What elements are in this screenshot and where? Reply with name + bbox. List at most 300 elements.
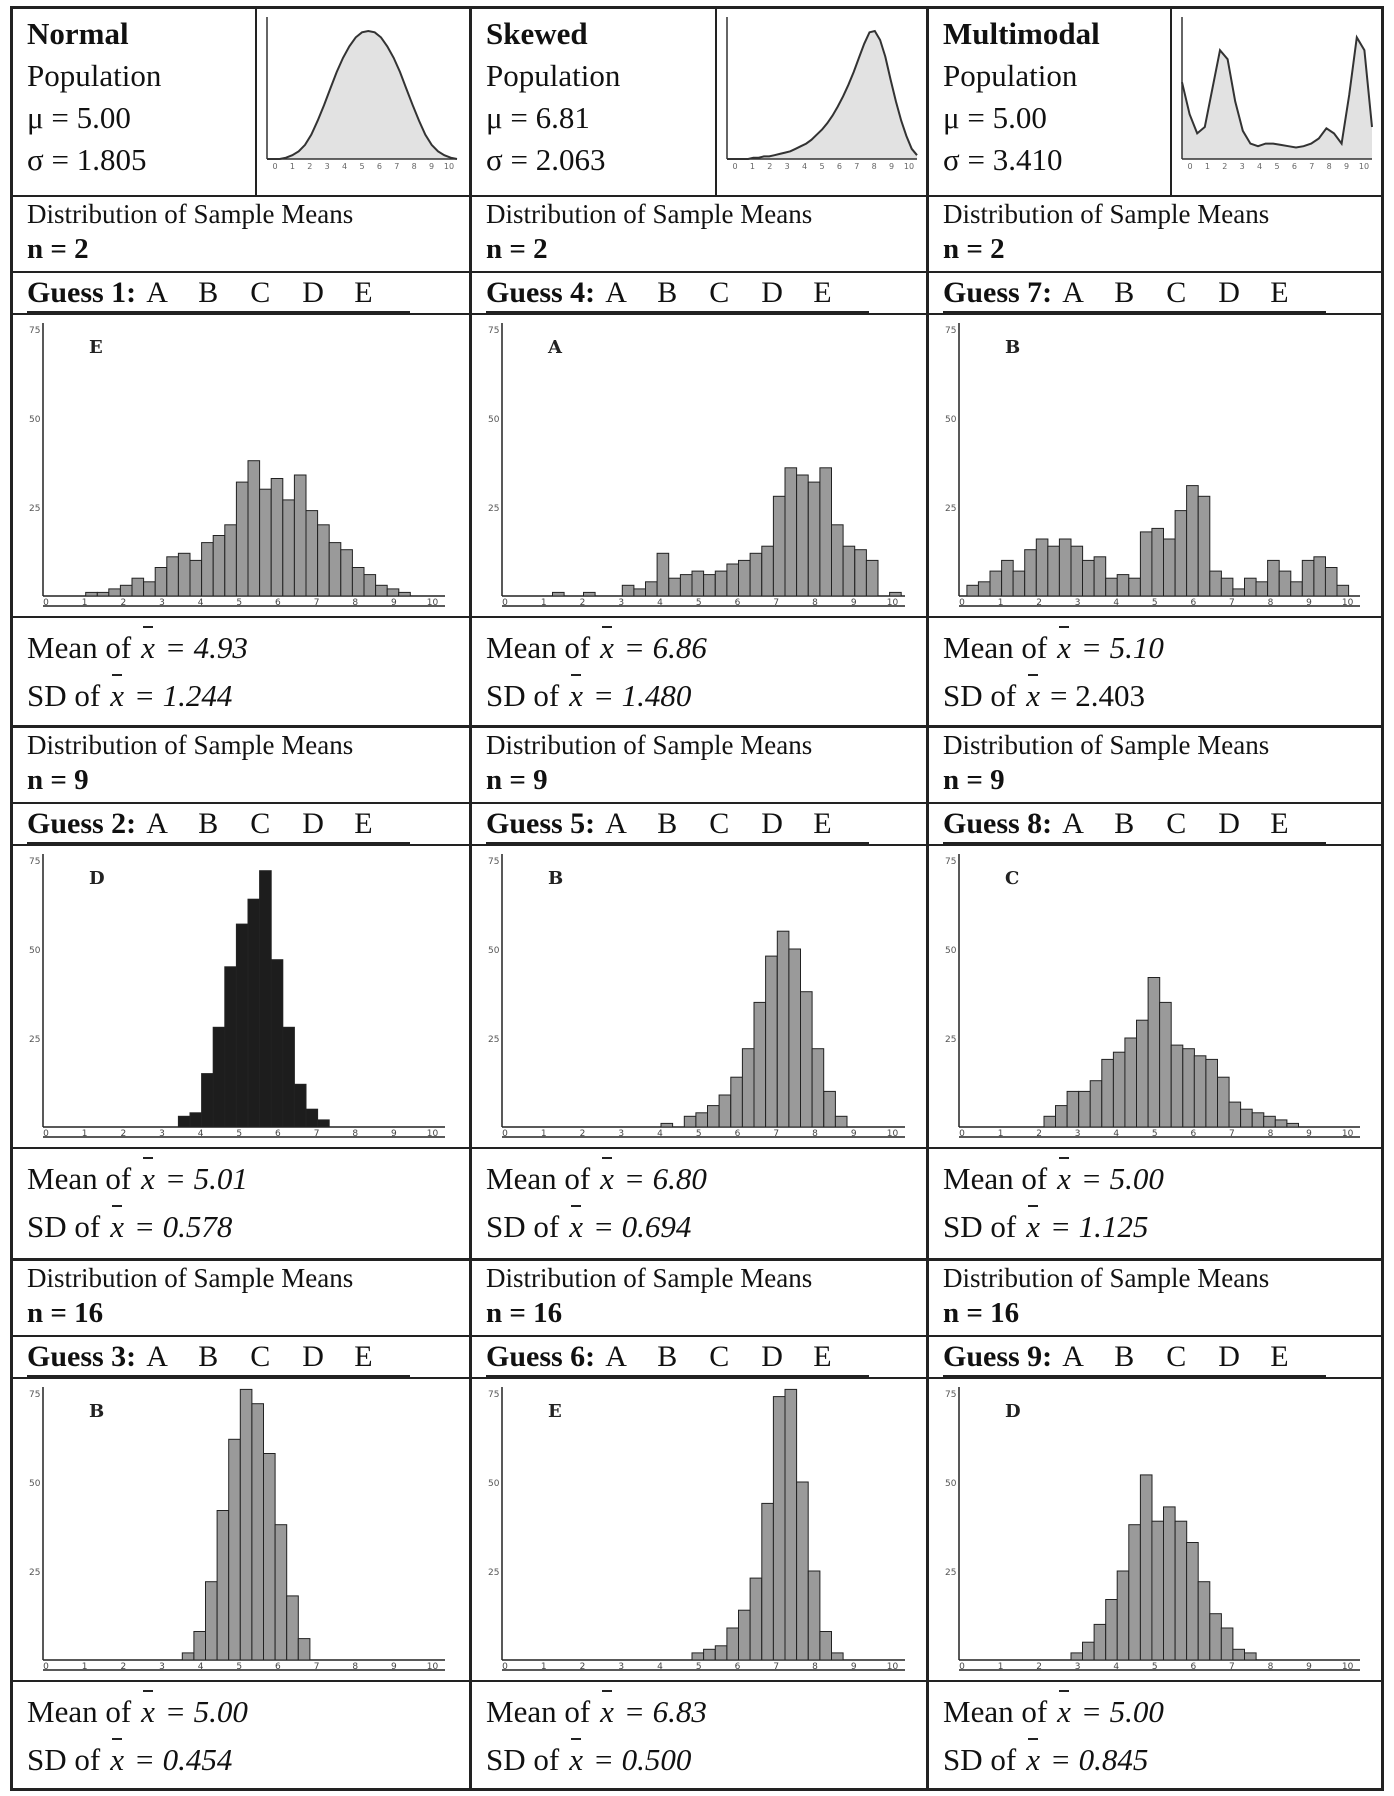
sd-label: SD of xyxy=(943,678,1017,713)
y-tick-label: 75 xyxy=(488,1390,500,1400)
stats-row xyxy=(472,1147,929,1257)
guess-label: Guess 3: xyxy=(27,1340,137,1373)
x-tick-label: 3 xyxy=(1074,1129,1081,1139)
sd-stat xyxy=(486,1740,691,1780)
histogram-bar xyxy=(1106,1600,1118,1661)
x-tick-label: 1 xyxy=(997,598,1004,608)
x-tick-label: 8 xyxy=(812,1129,818,1139)
guess-option-a[interactable]: A xyxy=(1062,1340,1084,1373)
guess-option-b[interactable]: B xyxy=(1114,807,1135,840)
population-cell xyxy=(13,9,469,197)
x-tick-label: 9 xyxy=(850,1662,857,1672)
x-tick-label: 4 xyxy=(197,1662,204,1672)
guess-label: Guess 9: xyxy=(943,1340,1053,1373)
guess-label: Guess 7: xyxy=(943,276,1053,309)
guess-option-b[interactable]: B xyxy=(198,807,219,840)
population-x-tick: 10 xyxy=(443,162,455,171)
guess-option-c[interactable]: C xyxy=(709,807,730,840)
histogram-bar xyxy=(240,1389,252,1660)
guess-option-d[interactable]: D xyxy=(302,1340,324,1373)
histogram-bar xyxy=(271,960,283,1127)
y-tick-label: 75 xyxy=(945,1390,957,1400)
x-bar-symbol: x xyxy=(1026,1207,1040,1247)
histogram-bar xyxy=(318,525,330,596)
mean-label: Mean of xyxy=(27,1694,132,1729)
mean-label: Mean of xyxy=(27,1161,132,1196)
x-tick-label: 3 xyxy=(618,1129,625,1139)
y-tick-label: 50 xyxy=(945,946,957,956)
x-tick-label: 6 xyxy=(1190,598,1197,608)
guess-option-e[interactable]: E xyxy=(813,807,832,840)
histogram-bar xyxy=(1291,582,1303,596)
histogram-bar xyxy=(1245,1653,1257,1660)
guess-option-b[interactable]: B xyxy=(198,276,219,309)
x-tick-label: 9 xyxy=(850,598,857,608)
x-bar-symbol: x xyxy=(1057,628,1071,668)
population-x-tick: 6 xyxy=(376,162,382,171)
histogram-bar xyxy=(669,578,681,596)
histogram-bar xyxy=(1067,1091,1079,1127)
histogram-bar xyxy=(708,1106,720,1127)
histogram-bar xyxy=(318,1120,330,1127)
stats-row xyxy=(472,616,929,726)
guess-option-d[interactable]: D xyxy=(761,1340,783,1373)
histogram-bar xyxy=(213,1027,225,1127)
y-tick-label: 25 xyxy=(945,1568,957,1578)
guess-option-c[interactable]: C xyxy=(709,276,730,309)
x-tick-label: 7 xyxy=(773,1662,780,1672)
x-tick-label: 10 xyxy=(426,598,439,608)
sample-block xyxy=(13,726,469,1257)
histogram-bar xyxy=(1187,1543,1199,1661)
histogram-bar xyxy=(789,949,801,1127)
x-bar-symbol: x xyxy=(1026,1740,1040,1780)
histogram-bar xyxy=(1171,1045,1183,1127)
histogram-bar xyxy=(1137,1020,1149,1127)
histogram-bar xyxy=(1325,568,1337,597)
guess-option-a[interactable]: A xyxy=(605,807,627,840)
x-bar-symbol: x xyxy=(600,1159,614,1199)
y-tick-label: 50 xyxy=(945,1479,957,1489)
guess-option-d[interactable]: D xyxy=(761,276,783,309)
guess-option-c[interactable]: C xyxy=(709,1340,730,1373)
guess-option-a[interactable]: A xyxy=(1062,807,1084,840)
histogram-letter: B xyxy=(548,868,564,889)
histogram-bar xyxy=(1194,1056,1206,1127)
row-separator xyxy=(13,1258,1381,1261)
histogram-bar xyxy=(399,592,411,596)
guess-option-a[interactable]: A xyxy=(605,1340,627,1373)
population-info xyxy=(27,13,161,181)
sd-value: = 1.125 xyxy=(1049,1209,1149,1244)
histogram-bar xyxy=(657,553,669,596)
histogram-bar xyxy=(1233,589,1245,596)
x-tick-label: 10 xyxy=(886,598,899,608)
histogram-bar xyxy=(978,582,990,596)
x-tick-label: 0 xyxy=(43,598,49,608)
histogram-bar xyxy=(739,560,751,596)
y-tick-label: 50 xyxy=(29,946,41,956)
histogram-letter: D xyxy=(89,868,105,889)
population-name: Skewed xyxy=(486,16,588,51)
histogram-bar xyxy=(1013,571,1025,596)
x-tick-label: 5 xyxy=(236,1662,243,1672)
mean-stat xyxy=(486,1159,707,1199)
sd-value: = 0.845 xyxy=(1049,1742,1149,1777)
sd-stat xyxy=(943,676,1145,716)
x-tick-label: 6 xyxy=(734,1129,741,1139)
histogram-bar xyxy=(1175,511,1187,596)
stats-row xyxy=(13,1147,469,1257)
population-name: Multimodal xyxy=(943,16,1100,51)
sample-size: n = 9 xyxy=(943,764,1005,796)
y-tick-label: 50 xyxy=(488,946,500,956)
histogram-bar xyxy=(797,1482,809,1660)
mean-label: Mean of xyxy=(486,1161,591,1196)
histogram-bar xyxy=(715,571,727,596)
x-tick-label: 5 xyxy=(1151,1662,1158,1672)
sample-block xyxy=(472,726,929,1257)
mean-value: = 5.00 xyxy=(1080,1694,1164,1729)
population-x-tick: 10 xyxy=(903,162,915,171)
x-tick-label: 0 xyxy=(502,1662,508,1672)
x-bar-symbol: x xyxy=(1057,1692,1071,1732)
histogram-bar xyxy=(236,482,248,596)
population-x-tick: 8 xyxy=(871,162,877,171)
histogram-bar xyxy=(584,592,596,596)
guess-option-e[interactable]: E xyxy=(354,276,373,309)
guess-option-c[interactable]: C xyxy=(1166,276,1187,309)
x-tick-label: 9 xyxy=(1306,598,1312,608)
histogram-bar xyxy=(1094,1624,1106,1660)
x-tick-label: 8 xyxy=(812,598,818,608)
mean-label: Mean of xyxy=(486,630,591,665)
sd-value: = 0.694 xyxy=(592,1209,692,1244)
y-tick-label: 25 xyxy=(945,1035,957,1045)
guess-row xyxy=(929,1335,1384,1379)
mean-label: Mean of xyxy=(943,630,1048,665)
histogram-bar xyxy=(785,468,797,596)
histogram-bar xyxy=(283,1027,295,1127)
guess-row xyxy=(13,1335,469,1379)
histogram-bar xyxy=(364,575,376,596)
y-tick-label: 25 xyxy=(29,504,41,514)
sample-block xyxy=(472,1259,929,1790)
guess-line xyxy=(486,275,869,313)
sample-size: n = 2 xyxy=(943,233,1005,265)
sample-size: n = 9 xyxy=(486,764,548,796)
histogram-bar xyxy=(773,496,785,596)
histogram-bar xyxy=(1183,1049,1195,1127)
histogram-bar xyxy=(680,575,692,596)
x-tick-label: 9 xyxy=(1306,1129,1312,1139)
sd-label: SD of xyxy=(27,678,101,713)
guess-option-c[interactable]: C xyxy=(1166,807,1187,840)
histogram-bar xyxy=(855,550,867,596)
x-tick-label: 4 xyxy=(657,598,663,608)
x-tick-label: 7 xyxy=(313,1129,320,1139)
x-bar-symbol: x xyxy=(569,676,583,716)
histogram-bar xyxy=(1275,1120,1287,1127)
mean-value: = 5.01 xyxy=(164,1161,248,1196)
histogram-bar xyxy=(1160,1002,1172,1127)
histogram-bar xyxy=(1083,1642,1095,1660)
guess-option-a[interactable]: A xyxy=(146,807,168,840)
guess-option-a[interactable]: A xyxy=(146,276,168,309)
population-sd: σ = 1.805 xyxy=(27,142,147,177)
x-bar-symbol: x xyxy=(110,676,124,716)
histogram-bar xyxy=(866,560,878,596)
histogram-bar xyxy=(704,1649,716,1660)
histogram-bar xyxy=(190,1113,202,1127)
histogram-bar xyxy=(808,1571,820,1660)
x-tick-label: 6 xyxy=(1190,1129,1197,1139)
population-x-tick: 9 xyxy=(889,162,895,171)
x-tick-label: 3 xyxy=(618,1662,625,1672)
histogram-bar xyxy=(306,1109,318,1127)
guess-option-c[interactable]: C xyxy=(250,1340,271,1373)
x-tick-label: 6 xyxy=(275,598,281,608)
population-x-tick: 5 xyxy=(359,162,365,171)
x-tick-label: 5 xyxy=(695,1129,702,1139)
column-multimodal xyxy=(926,9,1384,1788)
population-curve-plot xyxy=(255,9,469,195)
x-tick-label: 1 xyxy=(540,1662,547,1672)
stats-row xyxy=(13,1680,469,1790)
x-tick-label: 1 xyxy=(997,1129,1004,1139)
guess-option-e[interactable]: E xyxy=(354,1340,373,1373)
histogram-bar xyxy=(1218,1077,1230,1127)
x-bar-symbol: x xyxy=(141,628,155,668)
population-label: Population xyxy=(486,58,621,93)
histogram-bar xyxy=(1206,1059,1218,1127)
population-curve-svg xyxy=(1172,9,1382,195)
sample-block xyxy=(472,195,929,726)
guess-label: Guess 1: xyxy=(27,276,137,309)
x-tick-label: 10 xyxy=(426,1662,439,1672)
population-x-tick: 9 xyxy=(429,162,435,171)
x-tick-label: 10 xyxy=(886,1129,899,1139)
x-tick-label: 10 xyxy=(1341,1662,1354,1672)
guess-row xyxy=(472,802,929,846)
x-tick-label: 4 xyxy=(197,598,204,608)
histogram-bar xyxy=(1164,1507,1176,1660)
histogram-bar xyxy=(754,1002,766,1127)
guess-option-c[interactable]: C xyxy=(250,807,271,840)
mean-value: = 5.00 xyxy=(164,1694,248,1729)
histogram-bar xyxy=(731,1077,743,1127)
x-tick-label: 2 xyxy=(1036,1662,1042,1672)
x-tick-label: 7 xyxy=(1229,1129,1235,1139)
guess-option-e[interactable]: E xyxy=(1270,807,1289,840)
guess-option-a[interactable]: A xyxy=(605,276,627,309)
y-tick-label: 75 xyxy=(29,326,41,336)
histogram-bar xyxy=(1036,539,1048,596)
histogram-bar xyxy=(1148,978,1160,1128)
guess-line xyxy=(943,1339,1326,1377)
guess-option-b[interactable]: B xyxy=(1114,276,1135,309)
histogram-bar xyxy=(1117,1571,1129,1660)
x-tick-label: 5 xyxy=(695,1662,702,1672)
y-tick-label: 75 xyxy=(945,326,957,336)
histogram-bar xyxy=(298,1639,310,1660)
histogram-bar xyxy=(252,1404,264,1660)
histogram-bar xyxy=(97,592,109,596)
guess-option-b[interactable]: B xyxy=(198,1340,219,1373)
sd-value: = 2.403 xyxy=(1049,678,1145,713)
sd-label: SD of xyxy=(486,1742,560,1777)
population-x-tick: 4 xyxy=(802,162,808,171)
histogram-bar xyxy=(202,543,214,596)
sd-label: SD of xyxy=(943,1209,1017,1244)
histogram-bar xyxy=(1221,578,1233,596)
y-tick-label: 75 xyxy=(29,1390,41,1400)
y-tick-label: 75 xyxy=(488,326,500,336)
x-tick-label: 3 xyxy=(1074,598,1081,608)
histogram-bar xyxy=(306,511,318,596)
histogram-bar xyxy=(704,575,716,596)
guess-label: Guess 5: xyxy=(486,807,596,840)
x-bar-symbol: x xyxy=(600,628,614,668)
population-mean: μ = 6.81 xyxy=(486,100,590,135)
guess-option-e[interactable]: E xyxy=(1270,1340,1289,1373)
y-tick-label: 75 xyxy=(29,857,41,867)
x-tick-label: 2 xyxy=(120,1129,127,1139)
population-x-tick: 8 xyxy=(1326,162,1332,171)
sd-stat xyxy=(486,1207,691,1247)
histogram-bar xyxy=(352,568,364,597)
x-tick-label: 1 xyxy=(997,1662,1004,1672)
histogram-bar xyxy=(634,589,646,596)
guess-option-c[interactable]: C xyxy=(250,276,271,309)
distribution-title: Distribution of Sample Means xyxy=(27,730,354,760)
y-tick-label: 25 xyxy=(488,1568,500,1578)
x-tick-label: 5 xyxy=(1151,1129,1158,1139)
stats-row xyxy=(929,1680,1384,1790)
histogram-svg xyxy=(929,1377,1384,1680)
histogram-bar xyxy=(194,1632,206,1661)
x-tick-label: 8 xyxy=(1267,1129,1274,1139)
histogram-bar xyxy=(843,546,855,596)
histogram-bar xyxy=(213,536,225,597)
histogram-letter: B xyxy=(89,1401,105,1422)
histogram-bar xyxy=(742,1049,754,1127)
histogram-bar xyxy=(1152,1521,1164,1660)
population-curve-svg xyxy=(717,9,927,195)
x-tick-label: 4 xyxy=(197,1129,204,1139)
guess-option-a[interactable]: A xyxy=(1062,276,1084,309)
histogram-letter: C xyxy=(1005,868,1020,889)
x-tick-label: 8 xyxy=(1267,1662,1274,1672)
guess-label: Guess 6: xyxy=(486,1340,596,1373)
guess-option-e[interactable]: E xyxy=(1270,276,1289,309)
histogram-bar xyxy=(260,871,272,1127)
histogram-bar xyxy=(1044,1116,1056,1127)
guess-option-d[interactable]: D xyxy=(302,276,324,309)
x-tick-label: 2 xyxy=(579,598,586,608)
x-tick-label: 0 xyxy=(959,598,965,608)
guess-option-a[interactable]: A xyxy=(146,1340,168,1373)
histogram-bar xyxy=(376,585,388,596)
x-tick-label: 3 xyxy=(1074,1662,1081,1672)
histogram-bar xyxy=(1233,1649,1245,1660)
guess-option-b[interactable]: B xyxy=(657,276,678,309)
guess-option-e[interactable]: E xyxy=(813,276,832,309)
x-tick-label: 5 xyxy=(1151,598,1158,608)
histogram-bar xyxy=(750,1578,762,1660)
distribution-title: Distribution of Sample Means xyxy=(943,730,1270,760)
column-normal xyxy=(13,9,469,1788)
x-tick-label: 1 xyxy=(540,1129,547,1139)
histogram-bar xyxy=(750,553,762,596)
guess-option-d[interactable]: D xyxy=(1218,1340,1240,1373)
histogram-letter: D xyxy=(1005,1401,1021,1422)
guess-option-b[interactable]: B xyxy=(657,1340,678,1373)
guess-option-d[interactable]: D xyxy=(1218,807,1240,840)
x-tick-label: 8 xyxy=(352,598,359,608)
sample-block xyxy=(929,195,1384,726)
histogram xyxy=(929,844,1384,1147)
guess-option-b[interactable]: B xyxy=(1114,1340,1135,1373)
histogram-bar xyxy=(1048,546,1060,596)
histogram-bar xyxy=(832,1653,844,1660)
guess-option-d[interactable]: D xyxy=(302,807,324,840)
sample-size: n = 2 xyxy=(486,233,548,265)
population-curve-plot xyxy=(1170,9,1384,195)
histogram-bar xyxy=(248,899,260,1127)
histogram-bar xyxy=(236,924,248,1127)
x-tick-label: 2 xyxy=(120,1662,127,1672)
histogram xyxy=(13,1377,469,1680)
guess-option-b[interactable]: B xyxy=(657,807,678,840)
guess-option-d[interactable]: D xyxy=(1218,276,1240,309)
histogram-bar xyxy=(182,1653,194,1660)
histogram-bar xyxy=(727,564,739,596)
histogram-bar xyxy=(766,956,778,1127)
y-tick-label: 25 xyxy=(29,1035,41,1045)
histogram-svg xyxy=(13,313,469,616)
histogram-svg xyxy=(472,1377,929,1680)
histogram-bar xyxy=(773,1397,785,1660)
mean-stat xyxy=(943,1692,1164,1732)
guess-option-c[interactable]: C xyxy=(1166,1340,1187,1373)
x-tick-label: 7 xyxy=(1229,1662,1235,1672)
x-tick-label: 7 xyxy=(773,1129,780,1139)
guess-line xyxy=(486,806,869,844)
x-bar-symbol: x xyxy=(1026,676,1040,716)
sd-value: = 1.244 xyxy=(133,678,233,713)
population-cell xyxy=(929,9,1384,197)
histogram-bar xyxy=(294,475,306,596)
histogram xyxy=(13,313,469,616)
sd-stat xyxy=(943,1207,1148,1247)
histogram-bar xyxy=(178,1116,190,1127)
guess-option-e[interactable]: E xyxy=(354,807,373,840)
column-skewed xyxy=(469,9,929,1788)
population-x-tick: 7 xyxy=(394,162,400,171)
guess-option-e[interactable]: E xyxy=(813,1340,832,1373)
x-tick-label: 1 xyxy=(81,598,88,608)
x-tick-label: 5 xyxy=(236,1129,243,1139)
mean-value: = 5.00 xyxy=(1080,1161,1164,1196)
guess-option-d[interactable]: D xyxy=(761,807,783,840)
distribution-title: Distribution of Sample Means xyxy=(486,199,813,229)
population-x-tick: 2 xyxy=(1222,162,1228,171)
histogram xyxy=(472,313,929,616)
y-tick-label: 25 xyxy=(29,1568,41,1578)
x-tick-label: 8 xyxy=(352,1662,359,1672)
sampling-distribution-worksheet xyxy=(10,6,1384,1791)
